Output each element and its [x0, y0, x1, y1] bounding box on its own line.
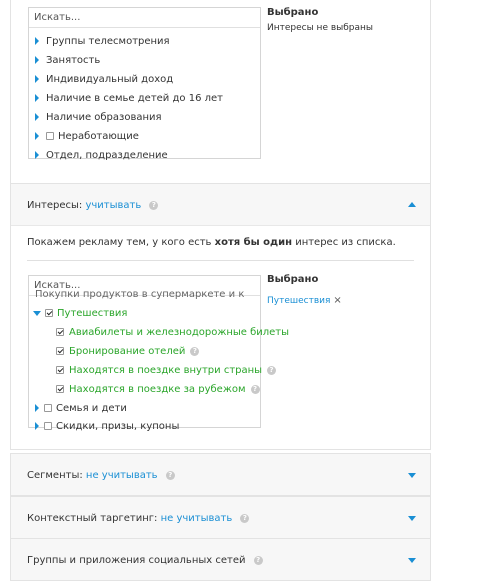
- expand-arrow-icon[interactable]: [35, 75, 39, 83]
- expand-arrow-icon[interactable]: [35, 422, 39, 430]
- segments-accordion[interactable]: [10, 453, 431, 496]
- desc-text: интерес из списка.: [292, 237, 396, 248]
- tree-item-family[interactable]: [35, 399, 127, 417]
- tree-item-employment[interactable]: [35, 51, 100, 69]
- context-targeting-accordion[interactable]: [10, 496, 431, 539]
- header-label-text: Сегменты:: [27, 470, 83, 481]
- tree-item-discounts[interactable]: [35, 417, 179, 435]
- checkbox[interactable]: [56, 366, 64, 374]
- interests-header[interactable]: [11, 184, 430, 226]
- checkbox[interactable]: [56, 347, 64, 355]
- tree-item-unemployed[interactable]: [35, 127, 139, 145]
- tree-item-label: Неработающие: [58, 130, 139, 142]
- tree-item-label: Путешествия: [57, 307, 128, 319]
- help-icon[interactable]: ?: [240, 514, 249, 523]
- tree-item-tickets[interactable]: [56, 323, 289, 341]
- tree-item-label: Наличие образования: [46, 111, 162, 123]
- tree-item-label: Отдел, подразделение: [46, 149, 168, 161]
- interests-listbox: [28, 275, 290, 432]
- desc-bold: хотя бы один: [214, 237, 293, 248]
- expand-caret-icon[interactable]: [408, 516, 416, 521]
- expand-arrow-icon[interactable]: [35, 56, 39, 64]
- selected-empty-text: Интересы не выбраны: [267, 23, 374, 33]
- checkbox[interactable]: [56, 328, 64, 336]
- tree-item-cut[interactable]: [35, 289, 244, 299]
- expand-caret-icon[interactable]: [408, 473, 416, 478]
- expand-arrow-icon[interactable]: [35, 151, 39, 159]
- tree-item-income[interactable]: [35, 70, 173, 88]
- expand-arrow-icon[interactable]: [35, 37, 39, 45]
- remove-icon[interactable]: ×: [333, 295, 342, 306]
- help-icon[interactable]: ?: [149, 201, 158, 210]
- help-icon[interactable]: ?: [166, 471, 175, 480]
- checkbox[interactable]: [56, 385, 64, 393]
- social-groups-accordion[interactable]: [10, 538, 431, 581]
- interests-panel: [10, 184, 431, 450]
- tree-item-label: Скидки, призы, купоны: [56, 420, 180, 432]
- expand-arrow-icon[interactable]: [35, 132, 39, 140]
- tree-item-department[interactable]: [35, 146, 168, 164]
- collapse-caret-icon[interactable]: [408, 202, 416, 207]
- checkbox[interactable]: [44, 422, 52, 430]
- header-label-text: Интересы:: [27, 200, 83, 211]
- social-header-label: [27, 555, 263, 566]
- selected-item-label[interactable]: Путешествия: [267, 296, 331, 306]
- help-icon[interactable]: ?: [254, 556, 263, 565]
- collapse-arrow-icon[interactable]: [33, 311, 41, 316]
- desc-text: Покажем рекламу тем, у кого есть: [27, 237, 215, 248]
- expand-caret-icon[interactable]: [408, 558, 416, 563]
- tree-item-label: Находятся в поездке внутри страны: [69, 364, 263, 376]
- tree-item-children[interactable]: [35, 89, 223, 107]
- expand-arrow-icon[interactable]: [35, 404, 39, 412]
- category-search-input[interactable]: Искать...: [29, 8, 260, 28]
- targeting-panel-top: [10, 0, 431, 184]
- selected-item: [267, 295, 342, 306]
- tree-item-label: Занятость: [46, 54, 101, 66]
- interests-description: [27, 237, 396, 248]
- selected-title: Выбрано: [267, 7, 319, 18]
- segments-header-label: [27, 470, 175, 481]
- tree-item-label: Покупки продуктов в супермаркете и к: [35, 288, 245, 300]
- interests-mode-link[interactable]: учитывать: [85, 200, 142, 211]
- tree-item-label: Находятся в поездке за рубежом: [69, 383, 246, 395]
- tree-item-label: Наличие в семье детей до 16 лет: [46, 92, 223, 104]
- context-header-label: [27, 513, 249, 524]
- header-label-text: Контекстный таргетинг:: [27, 513, 158, 524]
- divider: [27, 260, 414, 261]
- checkbox[interactable]: [45, 309, 53, 317]
- category-listbox: [28, 7, 261, 159]
- expand-arrow-icon[interactable]: [35, 94, 39, 102]
- tree-item-abroad-trip[interactable]: [56, 380, 260, 398]
- tree-item-domestic-trip[interactable]: [56, 361, 276, 379]
- segments-mode-link[interactable]: не учитывать: [85, 470, 158, 481]
- tree-item-label: Бронирование отелей: [69, 345, 186, 357]
- help-icon[interactable]: ?: [251, 385, 260, 394]
- checkbox[interactable]: [46, 132, 54, 140]
- expand-arrow-icon[interactable]: [35, 113, 39, 121]
- interests-header-label: [27, 200, 158, 211]
- tree-item-label: Авиабилеты и железнодорожные билеты: [69, 326, 290, 338]
- help-icon[interactable]: ?: [190, 347, 199, 356]
- tree-item-label: Индивидуальный доход: [46, 73, 174, 85]
- header-label-text: Группы и приложения социальных сетей: [27, 555, 246, 566]
- tree-item-travel[interactable]: [33, 304, 127, 322]
- tree-item-tv-groups[interactable]: [35, 32, 170, 50]
- selected-title: Выбрано: [267, 274, 319, 285]
- interests-search-input[interactable]: Искать...: [29, 276, 260, 296]
- tree-item-label: Семья и дети: [56, 402, 127, 414]
- context-mode-link[interactable]: не учитывать: [160, 513, 233, 524]
- checkbox[interactable]: [44, 404, 52, 412]
- tree-item-hotels[interactable]: [56, 342, 199, 360]
- tree-item-label: Группы телесмотрения: [46, 35, 170, 47]
- tree-item-education[interactable]: [35, 108, 162, 126]
- help-icon[interactable]: ?: [267, 366, 276, 375]
